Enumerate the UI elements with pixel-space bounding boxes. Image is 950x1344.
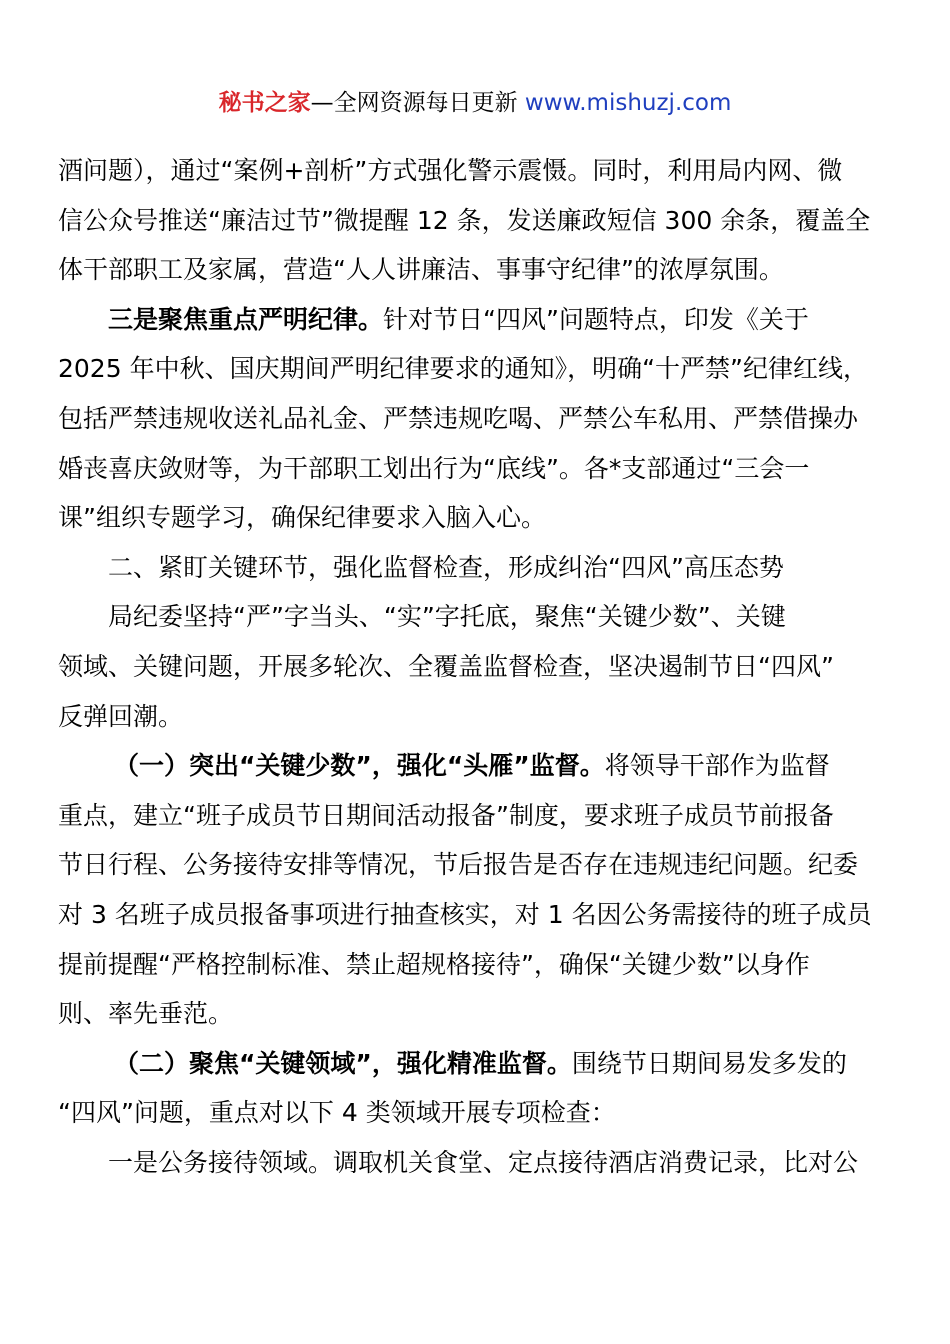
paragraph-1 (58, 146, 894, 295)
text-line: 婚丧喜庆敛财等，为干部职工划出行为“底线”。各*支部通过“三会一 (58, 453, 810, 483)
text-span: 围绕节日期间易发多发的 (571, 1048, 847, 1078)
paragraph-4 (58, 741, 894, 1039)
site-header (0, 86, 950, 120)
text-line: 节日行程、公务接待安排等情况，节后报告是否存在违规违纪问题。纪委 (58, 850, 859, 880)
text-line (58, 741, 894, 791)
text-line: 提前提醒“严格控制标准、禁止超规格接待”，确保“关键少数”以身作 (58, 949, 810, 979)
site-url-link[interactable]: www.mishuzj.com (524, 90, 732, 116)
text-line: 对 3 名班子成员报备事项进行抽查核实，对 1 名因公务需接待的班子成员 (58, 899, 872, 929)
paragraph-3 (58, 592, 894, 741)
document-body (58, 146, 894, 1187)
text-span: 针对节日“四风”问题特点，印发《关于 (383, 304, 809, 334)
bold-lead: （一）突出“关键少数”，强化“头雁”监督。 (114, 751, 605, 781)
section-heading: 二、紧盯关键环节，强化监督检查，形成纠治“四风”高压态势 (108, 552, 784, 582)
text-line: 重点，建立“班子成员节日期间活动报备”制度，要求班子成员节前报备 (58, 800, 834, 830)
paragraph-6 (58, 1138, 894, 1188)
text-line: 则、率先垂范。 (58, 999, 234, 1029)
text-span: 将领导干部作为监督 (604, 751, 830, 781)
paragraph-5 (58, 1039, 894, 1138)
text-line: 信公众号推送“廉洁过节”微提醒 12 条，发送廉政短信 300 余条，覆盖全 (58, 205, 871, 235)
text-line: 包括严禁违规收送礼品礼金、严禁违规吃喝、严禁公车私用、严禁借操办 (58, 403, 859, 433)
bold-lead: 三是聚焦重点严明纪律。 (108, 304, 384, 334)
text-line: 酒问题），通过“案例+剖析”方式强化警示震慑。同时，利用局内网、微 (58, 156, 843, 185)
site-tagline: —全网资源每日更新 (310, 90, 525, 116)
text-line: 一是公务接待领域。调取机关食堂、定点接待酒店消费记录，比对公 (108, 1147, 859, 1177)
text-line: “四风”问题，重点对以下 4 类领域开展专项检查： (58, 1098, 616, 1128)
site-name: 秘书之家 (218, 90, 311, 116)
text-line: 反弹回潮。 (58, 701, 184, 731)
text-line: 领域、关键问题，开展多轮次、全覆盖监督检查，坚决遏制节日“四风” (58, 651, 834, 681)
text-line: 局纪委坚持“严”字当头、“实”字托底，聚焦“关键少数”、关键 (108, 602, 786, 632)
bold-lead: （二）聚焦“关键领域”，强化精准监督。 (114, 1048, 572, 1078)
text-line: 体干部职工及家属，营造“人人讲廉洁、事事守纪律”的浓厚氛围。 (58, 255, 784, 285)
paragraph-2 (58, 295, 894, 543)
text-line: 2025 年中秋、国庆期间严明纪律要求的通知》，明确“十严禁”纪律红线， (58, 354, 868, 384)
text-line (58, 295, 894, 345)
text-line (58, 1039, 894, 1089)
text-line: 课”组织专题学习，确保纪律要求入脑入心。 (58, 503, 546, 533)
